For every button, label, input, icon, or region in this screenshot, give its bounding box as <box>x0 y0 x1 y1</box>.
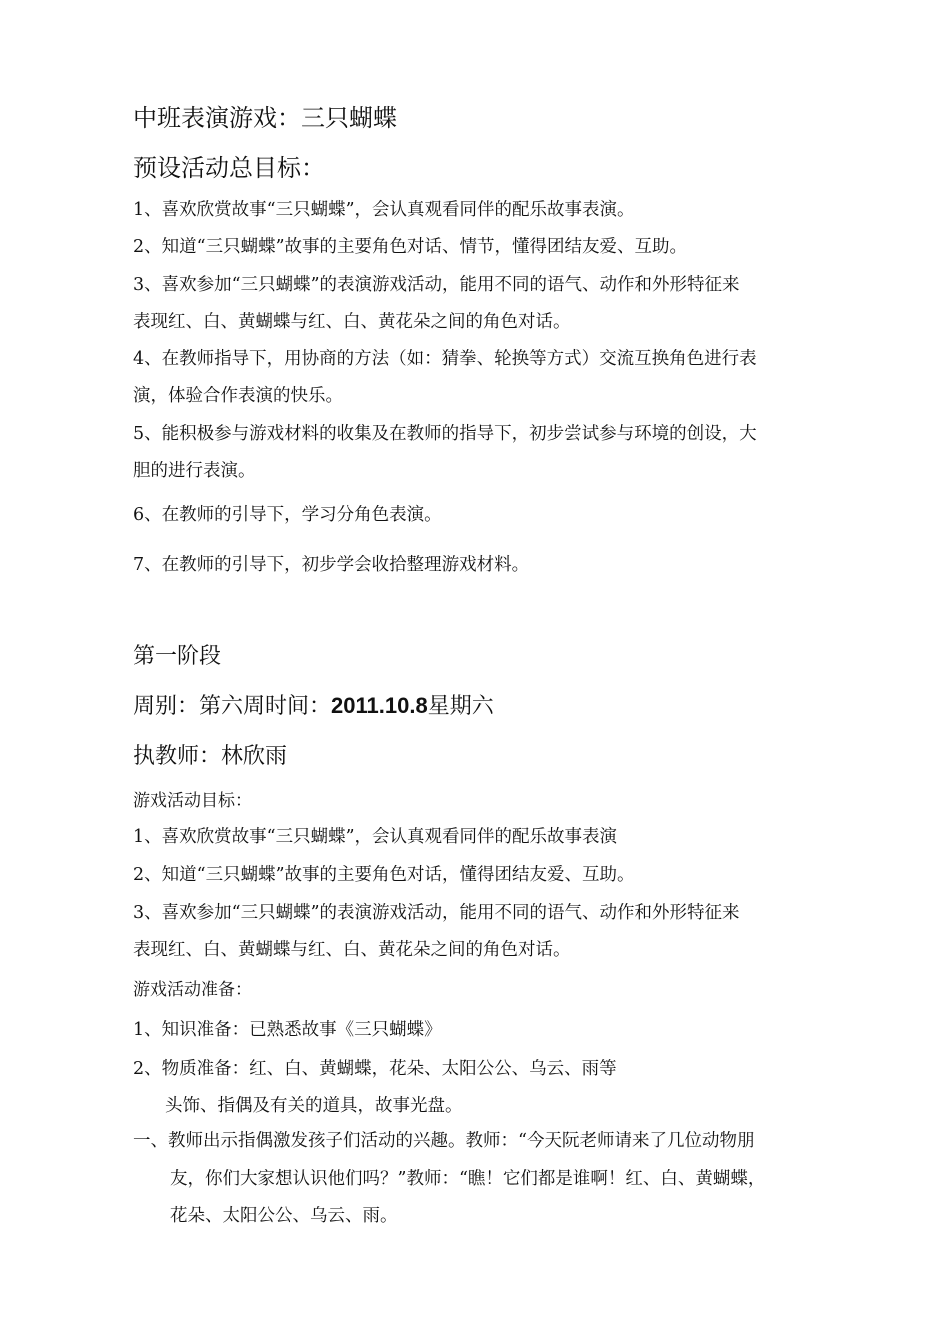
activity-goal-line: 1、喜欢欣赏故事“三只蝴蝶”，会认真观看同伴的配乐故事表演 <box>133 827 618 847</box>
overall-goal-line: 2、知道“三只蝴蝶”故事的主要角色对话、情节，懂得团结友爱、互助。 <box>133 237 688 257</box>
overall-goal-line: 表现红、白、黄蝴蝶与红、白、黄花朵之间的角色对话。 <box>133 312 571 332</box>
overall-goal-line: 5、能积极参与游戏材料的收集及在教师的指导下，初步尝试参与环境的创设，大 <box>133 424 757 444</box>
preparation-line: 头饰、指偶及有关的道具，故事光盘。 <box>165 1096 463 1116</box>
preparation-line: 1、知识准备：已熟悉故事《三只蝴蝶》 <box>133 1020 442 1040</box>
overall-goal-line: 演，体验合作表演的快乐。 <box>133 386 343 406</box>
activity-goal-line: 表现红、白、黄蝴蝶与红、白、黄花朵之间的角色对话。 <box>133 940 571 960</box>
overall-goal-line: 3、喜欢参加“三只蝴蝶”的表演游戏活动，能用不同的语气、动作和外形特征来 <box>133 275 740 295</box>
preparation-line: 2、物质准备：红、白、黄蝴蝶，花朵、太阳公公、乌云、雨等 <box>133 1059 617 1079</box>
stage-title: 第一阶段 <box>133 644 222 669</box>
activity-goal-line: 3、喜欢参加“三只蝴蝶”的表演游戏活动，能用不同的语气、动作和外形特征来 <box>133 903 740 923</box>
stage-teacher: 执教师：林欣雨 <box>133 744 288 769</box>
page-title: 中班表演游戏：三只蝴蝶 <box>133 104 397 132</box>
process-line: 花朵、太阳公公、乌云、雨。 <box>170 1206 398 1226</box>
overall-goal-line: 6、在教师的引导下，学习分角色表演。 <box>133 505 442 525</box>
overall-goal-line: 7、在教师的引导下，初步学会收拾整理游戏材料。 <box>133 555 530 575</box>
overall-goal-line: 胆的进行表演。 <box>133 461 256 481</box>
stage-week: 周别：第六周时间： <box>133 694 332 719</box>
activity-goals-heading: 游戏活动目标： <box>133 791 252 811</box>
stage-date: 2011.10.8 <box>331 693 428 718</box>
preparation-heading: 游戏活动准备： <box>133 980 252 1000</box>
overall-goals-heading: 预设活动总目标： <box>133 154 325 182</box>
overall-goal-line: 4、在教师指导下，用协商的方法（如：猜拳、轮换等方式）交流互换角色进行表 <box>133 349 757 369</box>
stage-weekday: 星期六 <box>427 694 494 719</box>
activity-goal-line: 2、知道“三只蝴蝶”故事的主要角色对话，懂得团结友爱、互助。 <box>133 865 635 885</box>
stage-schedule <box>133 693 494 720</box>
overall-goal-line: 1、喜欢欣赏故事“三只蝴蝶”，会认真观看同伴的配乐故事表演。 <box>133 200 635 220</box>
process-line: 一、教师出示指偶激发孩子们活动的兴趣。教师：“今天阮老师请来了几位动物朋 <box>133 1131 755 1151</box>
process-line: 友，你们大家想认识他们吗？”教师：“瞧！它们都是谁啊！红、白、黄蝴蝶， <box>170 1169 766 1189</box>
